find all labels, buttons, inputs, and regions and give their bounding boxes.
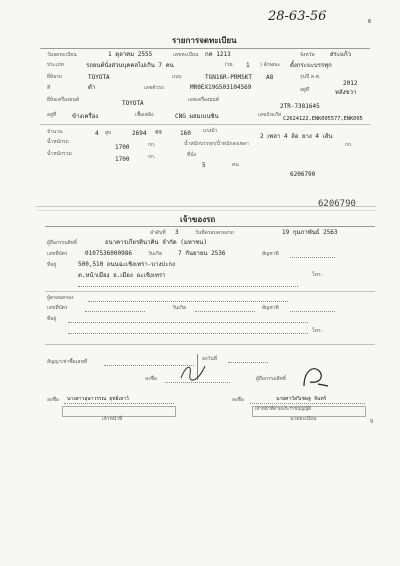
owner-signature-icon: [178, 360, 208, 386]
cc-unit: ซีซี: [155, 130, 162, 136]
year-label: รุ่นปี ค.ศ.: [300, 74, 321, 80]
owner-birth-label: วันเกิด: [148, 251, 163, 257]
load-unit: กก.: [345, 142, 353, 148]
lease-date-label: ลงวันที่: [202, 356, 218, 362]
kind-label: ) ลักษณะ: [260, 62, 281, 68]
holder-addr-label: ที่อยู่: [47, 316, 57, 322]
possession-date-value: 19 กุมภาพันธ์ 2563: [282, 229, 338, 236]
registrar-sub: เจ้าหน้าที่ตามพระราชบัญญัติ: [255, 407, 311, 412]
seats-label: ที่นั่ง: [187, 152, 197, 158]
kind-value: ตั้งกระบะบรรทุก: [290, 62, 332, 69]
owner-addr-line1: 500,510 ถนนฉะเชิงเทรา-บางปะกง: [78, 261, 176, 268]
holder-nation-label: สัญชาติ: [262, 305, 279, 311]
tank-value: C2624122,ENK005577,ENK005: [283, 116, 363, 122]
rpt-label: (รย.: [225, 62, 235, 68]
holder-label: ผู้ครอบครอง: [47, 295, 74, 301]
officer-name: นางสาวอุษาวรรณ ยุทธ์เยาว์: [67, 396, 129, 402]
sign-label-2: ลงชื่อ: [47, 397, 59, 403]
weight-label: น้ำหนักรถ: [47, 139, 69, 145]
chassis-value: MR0EX19G503104569: [190, 84, 252, 91]
color-label: สี: [47, 85, 51, 91]
holder-phone-label: โทร.: [312, 328, 323, 334]
weight-value: 1700: [115, 144, 130, 151]
sign-label-3: ลงชื่อ: [232, 397, 244, 403]
holder-birth-label: วันเกิด: [172, 305, 187, 311]
seats-unit: คน: [232, 162, 239, 168]
plate-value: กค 1213: [205, 51, 231, 58]
handwritten-code: 28-63-56: [268, 9, 327, 24]
engine-brand-label: ยี่ห้อเครื่องยนต์: [47, 97, 80, 103]
registrar-role: นายทะเบียน: [290, 416, 317, 422]
engine-pos-value: ข้างเครื่อง: [72, 113, 99, 120]
owner-addr-line2: ต.หน้าเมือง อ.เมือง ฉะเชิงเทรา: [78, 272, 166, 279]
type-label: ประเภท: [47, 62, 64, 68]
serial-number-2: 6206790: [318, 199, 356, 209]
holder-id-label: เลขที่บัตร: [47, 305, 68, 311]
owner-birth-value: 7 กันยายน 2536: [178, 250, 226, 257]
engine-no-value: 2TR-7381645: [280, 103, 320, 110]
gross-value: 1700: [115, 156, 130, 163]
model-suffix: A8: [266, 74, 274, 81]
owner-phone-label: โทร.: [312, 272, 323, 278]
cyl-value: 4: [95, 130, 99, 137]
axle-value: 2 เพลา 4 ล้อ ยาง 4 เส้น: [260, 133, 333, 140]
officer-role: เจ้าหน้าที่: [102, 416, 123, 422]
position-label: อยู่ที่: [300, 87, 310, 93]
weight-unit: กก.: [148, 142, 156, 148]
hp-label: แรงม้า: [203, 128, 218, 134]
rpt-value: 1: [246, 62, 250, 69]
rights-label: ผู้ถือกรรมสิทธิ์: [47, 240, 78, 246]
owner-sign-label: ผู้ถือกรรมสิทธิ์: [256, 376, 287, 382]
chassis-label: เลขตัวรถ: [144, 85, 164, 91]
serial-number: 6206790: [290, 171, 316, 178]
year-value: 2012: [343, 80, 358, 87]
cyl-unit: สูบ: [105, 130, 112, 136]
order-value: 3: [175, 229, 179, 236]
owner-nation-label: สัญชาติ: [262, 251, 279, 257]
corner-number: 6: [368, 19, 372, 25]
type-value: รถยนต์นั่งส่วนบุคคลไม่เกิน 7 คน: [86, 62, 174, 69]
fuel-value: CNG ผสมเบนซิน: [175, 113, 219, 120]
plate-label: เลขทะเบียน: [173, 52, 199, 58]
gross-label: น้ำหนักรวม: [47, 151, 72, 157]
province-value: สระแก้ว: [330, 51, 351, 58]
cc-value: 2694: [132, 130, 147, 137]
engine-pos-label: อยู่ที่: [47, 112, 57, 118]
model-value: TGN16R-PRMSKT: [205, 74, 252, 81]
corner-bottom: 9: [370, 419, 374, 425]
position-value: หลังขวา: [335, 89, 357, 96]
tank-label: เลขถังแก๊ส: [258, 112, 281, 118]
order-label: ลำดับที่: [150, 230, 166, 236]
load-label: น้ำหนักบรรทุก/น้ำหนักลงเพลา: [184, 141, 249, 147]
fuel-label: เชื้อเพลิง: [135, 112, 154, 118]
brand-label: ยี่ห้อรถ: [47, 74, 62, 80]
owner-id-value: 0107536000986: [85, 250, 132, 257]
owner-id-label: เลขที่บัตร: [47, 251, 68, 257]
model-label: แบบ: [172, 74, 182, 80]
brand-value: TOYOTA: [88, 74, 110, 81]
page-title: รายการจดทะเบียน: [172, 36, 237, 45]
gross-unit: กก.: [148, 154, 156, 160]
possession-date-label: วันที่ครอบครองรถ: [195, 230, 234, 236]
registrar-signature-icon: [300, 364, 330, 390]
owner-addr-label: ที่อยู่: [47, 262, 57, 268]
sign-label-1: ลงชื่อ: [145, 376, 157, 382]
owner-title: เจ้าของรถ: [180, 215, 216, 224]
lease-label: สัญญาเช่าซื้อเลขที่: [47, 359, 88, 365]
registrar-name: นายศาวัสวิเชษฐ จันทร์: [276, 396, 327, 402]
engine-brand-value: TOYOTA: [122, 100, 144, 107]
province-label: จังหวัด: [300, 52, 315, 58]
hp-value: 160: [180, 130, 191, 137]
cyl-label: จำนวน: [47, 129, 63, 135]
color-value: ดำ: [88, 84, 96, 91]
engine-no-label: เลขเครื่องยนต์: [188, 97, 219, 103]
reg-date-label: วันจดทะเบียน: [47, 52, 77, 58]
seats-value: 5: [202, 162, 206, 169]
reg-date-value: 1 ตุลาคม 2555: [108, 51, 153, 58]
rights-value: ธนาคารเกียรตินาคิน จำกัด (มหาชน): [105, 239, 207, 246]
